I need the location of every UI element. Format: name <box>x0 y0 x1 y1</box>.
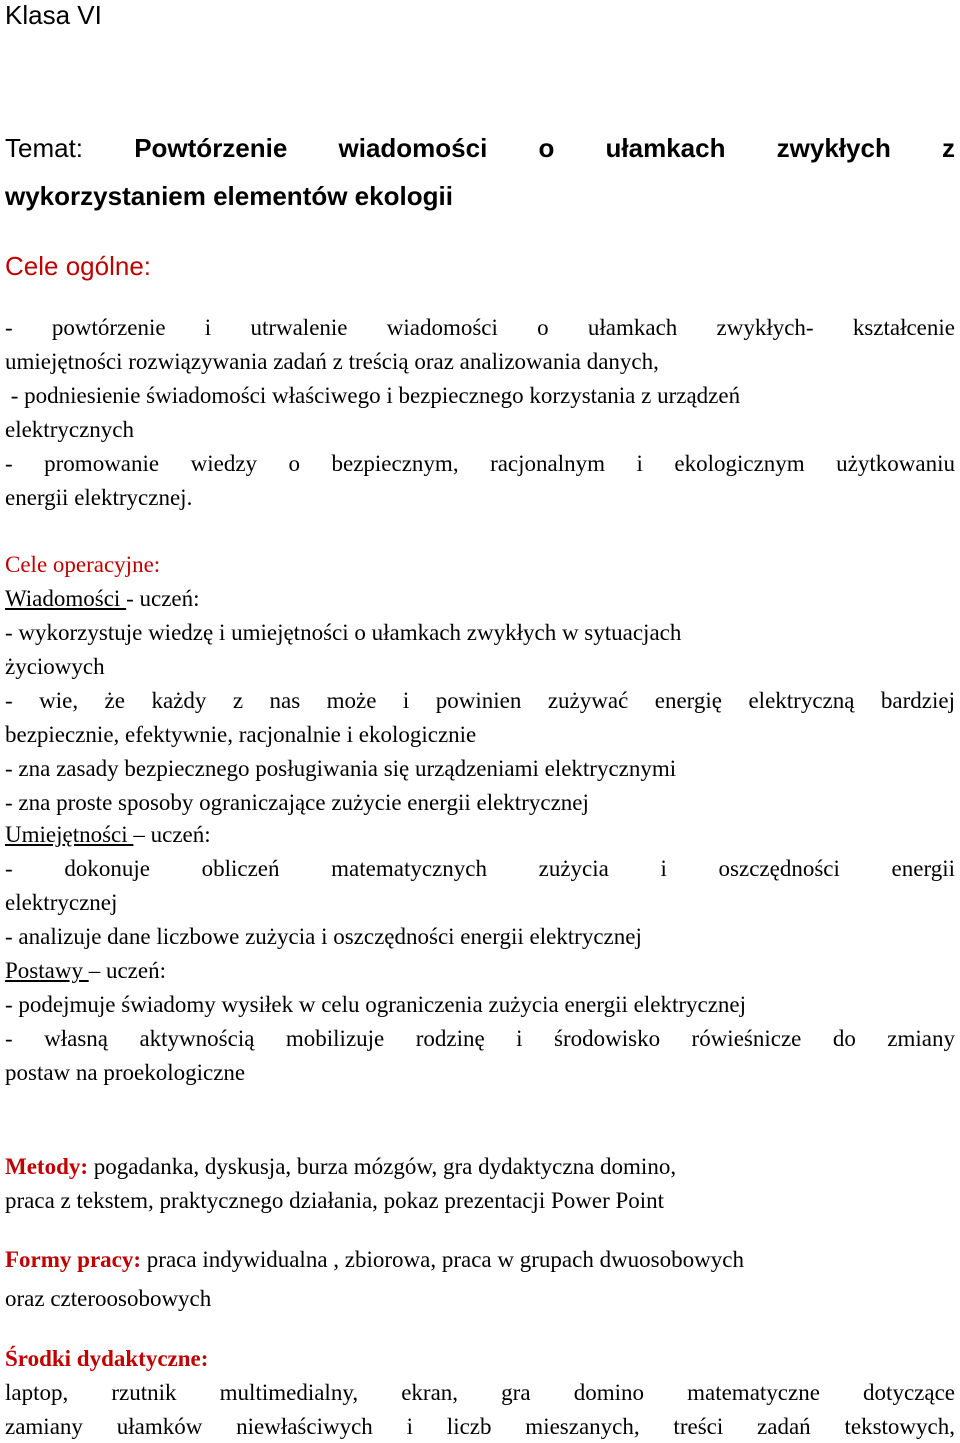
attitudes-item: - podejmuje świadomy wysiłek w celu ograniczenia zużycia energii elektrycznej <box>5 992 747 1017</box>
attitudes-subheading <box>5 957 955 985</box>
general-goals-heading: Cele ogólne: <box>5 251 151 281</box>
work-forms-line-2: oraz czteroosobowych <box>5 1286 212 1311</box>
teaching-aids-line: zamiany ułamków niewłaściwych i liczb mieszanych, treści zadań tekstowych, <box>5 1414 955 1439</box>
skills-suffix: – uczeń: <box>133 822 211 847</box>
work-forms-line-1 <box>5 1246 955 1274</box>
topic-label: Temat: <box>5 133 84 163</box>
methods-line-1 <box>5 1153 955 1181</box>
skills-item: - dokonuje obliczeń matematycznych zużycia i oszczędności energii <box>5 856 955 881</box>
knowledge-subheading <box>5 585 955 613</box>
knowledge-label: Wiadomości <box>5 586 127 611</box>
knowledge-item: bezpiecznie, efektywnie, racjonalnie i ekologicznie <box>5 722 477 747</box>
general-goals-line: energii elektrycznej. <box>5 485 193 510</box>
skills-item: - analizuje dane liczbowe zużycia i oszczędności energii elektrycznej <box>5 924 642 949</box>
work-forms-text: praca indywidualna , zbiorowa, praca w grupach dwuosobowych <box>141 1247 744 1272</box>
knowledge-item: życiowych <box>5 654 105 679</box>
general-goals-line: - powtórzenie i utrwalenie wiadomości o ułamkach zwykłych- kształcenie <box>5 315 955 340</box>
general-goals-line: - promowanie wiedzy o bezpiecznym, racjonalnym i ekologicznym użytkowaniu <box>5 451 955 476</box>
general-goals-line: - podniesienie świadomości właściwego i bezpiecznego korzystania z urządzeń <box>5 383 741 408</box>
topic-title-continued: wykorzystaniem elementów ekologii <box>5 181 453 211</box>
general-goals-line: elektrycznych <box>5 417 134 442</box>
teaching-aids-line: laptop, rzutnik multimedialny, ekran, gra domino matematyczne dotyczące <box>5 1380 955 1405</box>
topic-line-1 <box>5 133 955 163</box>
knowledge-item: - wie, że każdy z nas może i powinien zużywać energię elektryczną bardziej <box>5 688 955 713</box>
methods-label: Metody: <box>5 1154 89 1179</box>
methods-text: pogadanka, dyskusja, burza mózgów, gra dydaktyczna domino, <box>88 1154 677 1179</box>
attitudes-item: - własną aktywnością mobilizuje rodzinę i środowisko rówieśnicze do zmiany <box>5 1026 955 1051</box>
skills-item: elektrycznej <box>5 890 118 915</box>
attitudes-suffix: – uczeń: <box>88 958 166 983</box>
knowledge-suffix: - uczeń: <box>126 586 200 611</box>
teaching-aids-heading: Środki dydaktyczne: <box>5 1346 209 1371</box>
general-goals-line: umiejętności rozwiązywania zadań z treścią oraz analizowania danych, <box>5 349 659 374</box>
operational-goals-heading: Cele operacyjne: <box>5 552 161 577</box>
methods-line-2: praca z tekstem, praktycznego działania, pokaz prezentacji Power Point <box>5 1188 665 1213</box>
skills-subheading <box>5 821 955 849</box>
attitudes-label: Postawy <box>5 958 89 983</box>
knowledge-item: - wykorzystuje wiedzę i umiejętności o ułamkach zwykłych w sytuacjach <box>5 620 682 645</box>
knowledge-item: - zna zasady bezpiecznego posługiwania się urządzeniami elektrycznymi <box>5 756 677 781</box>
skills-label: Umiejętności <box>5 822 134 847</box>
topic-title: Powtórzenie wiadomości o ułamkach zwykłych z <box>134 133 955 163</box>
knowledge-item: - zna proste sposoby ograniczające zużycie energii elektrycznej <box>5 790 589 815</box>
work-forms-label: Formy pracy: <box>5 1247 142 1272</box>
class-label: Klasa VI <box>5 0 102 30</box>
attitudes-item: postaw na proekologiczne <box>5 1060 246 1085</box>
